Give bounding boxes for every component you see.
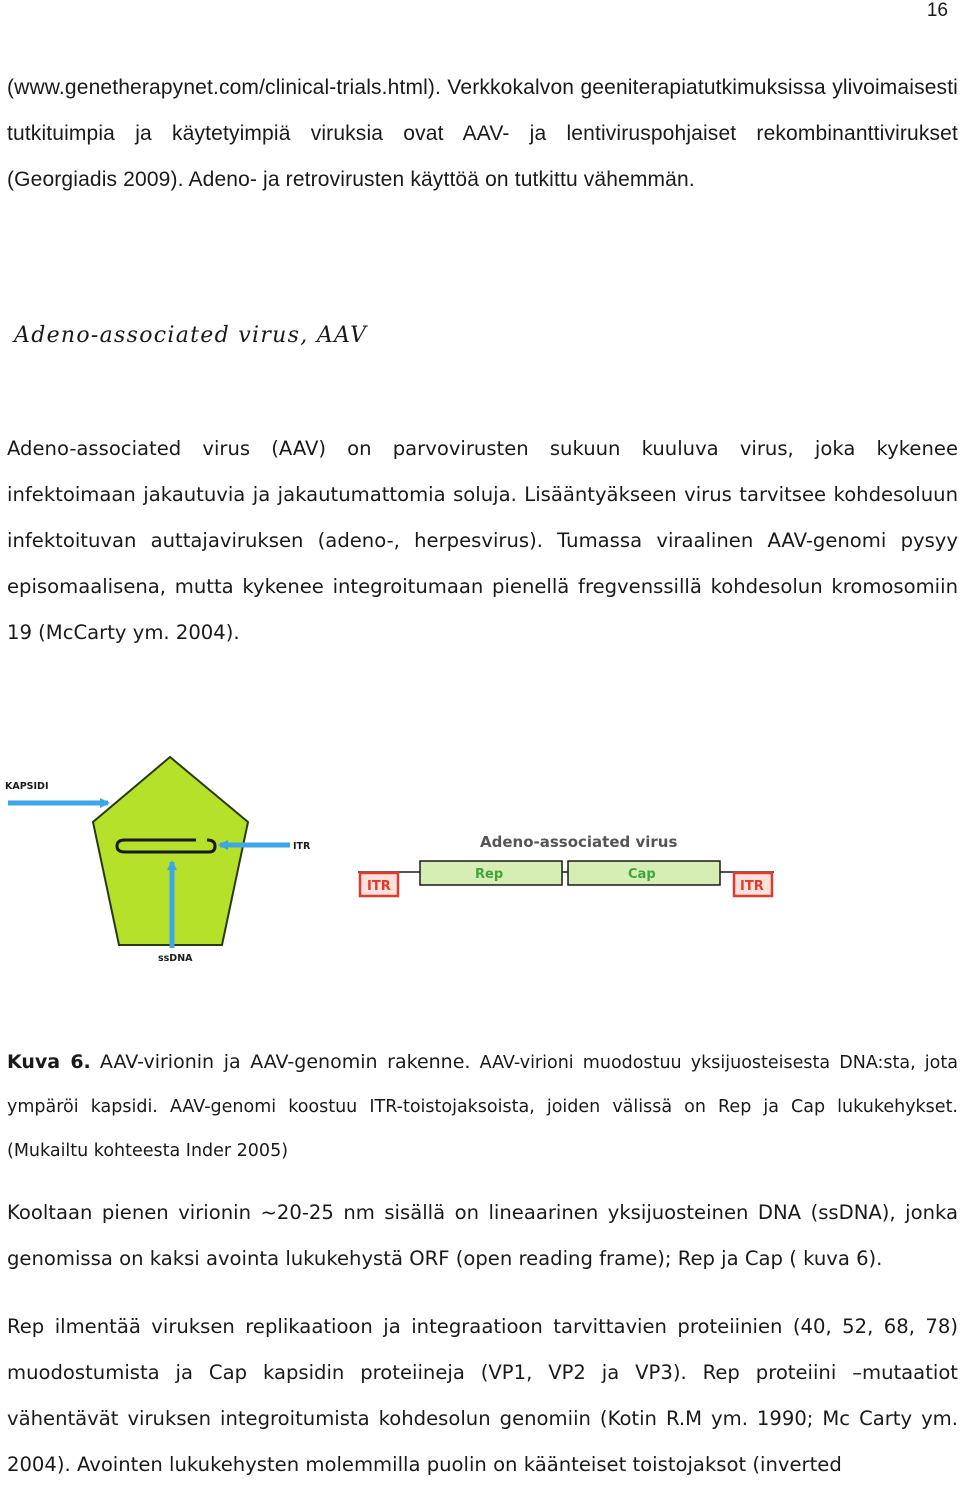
genome-title: Adeno-associated virus bbox=[480, 833, 678, 851]
rep-label: Rep bbox=[475, 867, 504, 882]
paragraph-rep-cap: Rep ilmentää viruksen replikaatioon ja integraatioon tarvittavien proteiinien (40, 52, 68, 78) muodostumista ja Cap kapsidin proteiineja (VP1, VP2 ja VP3). Rep proteiini –mutaatiot vähentävät viruksen integroitumista kohdesolun genomiin (Kotin R.M ym. 1990; Mc Carty ym. 2004). Avointen lukukehysten molemmilla puolin on käänteiset toistojaksot (inverted bbox=[7, 1315, 958, 1476]
caption-label: Kuva 6. bbox=[7, 1051, 91, 1073]
figure-caption bbox=[7, 1040, 958, 1173]
caption-title: AAV-virionin ja AAV-genomin rakenne. bbox=[99, 1051, 471, 1073]
page-number: 16 bbox=[926, 0, 948, 21]
section-heading: Adeno-associated virus, AAV bbox=[14, 323, 368, 348]
ssdna-label: ssDNA bbox=[158, 953, 193, 964]
virion-diagram bbox=[5, 757, 311, 964]
paragraph-aav-description: Adeno-associated virus (AAV) on parvovirusten sukuun kuuluva virus, joka kykenee infektoimaan jakautuvia ja jakautumattomia soluja. Lisääntyäkseen virus tarvitsee kohdesoluun infektoituvan auttajaviruksen (adeno-, herpesvirus). Tumassa viraalinen AAV-genomi pysyy episomaalisena, mutta kykenee integroitumaan pienellä fregvenssillä kohdesolun kromosomiin 19 (McCarty ym. 2004). bbox=[7, 437, 958, 644]
capsid-label: KAPSIDI bbox=[5, 781, 49, 792]
itr-label: ITR bbox=[293, 841, 311, 852]
paragraph-intro: (www.genetherapynet.com/clinical-trials.html). Verkkokalvon geeniterapiatutkimuksissa ylivoimaisesti tutkituimpia ja käytetyimpiä viruksia ovat AAV- ja lentiviruspohjaiset rekombinanttivirukset (Georgiadis 2009). Adeno- ja retrovirusten käyttöä on tutkittu vähemmän. bbox=[7, 76, 958, 191]
caption-text: AAV-virioni muodostuu yksijuosteisesta DNA:sta, jota ympäröi kapsidi. AAV-genomi koostuu ITR-toistojaksoista, joiden välissä on Rep ja Cap lukukehykset. (Mukailtu kohteesta Inder 2005) bbox=[7, 1053, 958, 1161]
paragraph-genome: Kooltaan pienen virionin ~20-25 nm sisällä on lineaarinen yksijuosteinen DNA (ssDNA), jonka genomissa on kaksi avointa lukukehystä ORF (open reading frame); Rep ja Cap ( kuva 6). bbox=[7, 1201, 958, 1270]
aav-figure bbox=[0, 740, 960, 980]
cap-label: Cap bbox=[628, 867, 656, 882]
itr-right-label: ITR bbox=[740, 879, 764, 894]
itr-left-label: ITR bbox=[367, 879, 391, 894]
genome-map bbox=[358, 833, 774, 896]
